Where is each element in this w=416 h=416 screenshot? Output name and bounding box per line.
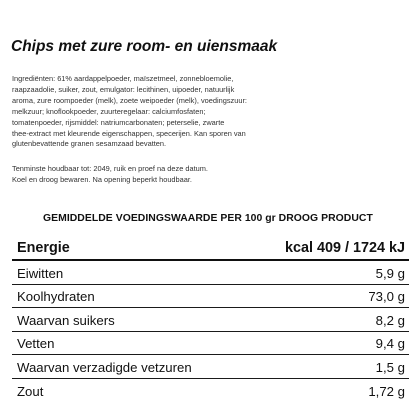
nutrient-name: Eiwitten xyxy=(17,265,64,281)
nutrition-row xyxy=(12,355,409,379)
ingredients-line: raapzaadolie, suiker, zout, emulgator: lecithinen, uipoeder, natuurlijk xyxy=(12,84,235,94)
nutrition-row-energy xyxy=(12,234,409,261)
ingredients-text xyxy=(12,74,407,150)
nutrient-name: Energie xyxy=(17,240,70,256)
storage-text xyxy=(12,164,407,186)
ingredients-line: tomatenpoeder, rijsmiddel: natriumcarbonaten; peterselie, zwarte xyxy=(12,117,225,127)
nutrient-value: 8,2 g xyxy=(375,312,405,328)
nutrient-value: 9,4 g xyxy=(375,336,405,351)
nutrition-table xyxy=(12,234,409,402)
nutrient-value: 5,9 g xyxy=(375,265,405,281)
nutrient-name: Koolhydraten xyxy=(17,289,95,304)
nutrient-name: Waarvan suikers xyxy=(17,312,115,328)
nutrient-name: Waarvan verzadigde vetzuren xyxy=(17,359,192,375)
ingredients-line: melkzuur; knoflookpoeder, zuurteregelaar: calciumfosfaten; xyxy=(12,106,206,116)
storage-instructions-line: Koel en droog bewaren. Na opening beperkt houdbaar. xyxy=(12,174,192,184)
ingredients-line: Ingrediënten: 61% aardappelpoeder, maïszetmeel, zonnebloemolie, xyxy=(12,74,234,83)
nutrition-row xyxy=(12,308,409,332)
nutrient-value: 1,72 g xyxy=(368,384,405,399)
product-title: Chips met zure room- en uiensmaak xyxy=(11,38,278,55)
nutrient-value: 1,5 g xyxy=(375,359,405,375)
nutrient-name: Vetten xyxy=(17,336,55,351)
best-before-line: Tenminste houdbaar tot: 2049, ruik en proef na deze datum. xyxy=(12,164,208,173)
ingredients-line: aroma, zure roompoeder (melk), zoete weipoeder (melk), voedingszuur: xyxy=(12,95,247,105)
nutrition-row xyxy=(12,261,409,285)
nutrition-row xyxy=(12,285,409,309)
nutrient-name: Zout xyxy=(17,384,44,399)
nutrition-row xyxy=(12,332,409,356)
nutrition-heading: GEMIDDELDE VOEDINGSWAARDE PER 100 gr DROOG PRODUCT xyxy=(43,213,373,224)
ingredients-line: thee-extract met kleurende eigenschappen, specerijen. Kan sporen van xyxy=(12,128,246,138)
nutrient-value: 73,0 g xyxy=(368,289,405,304)
nutrition-row xyxy=(12,379,409,403)
ingredients-line: glutenbevattende granen sesamzaad bevatten. xyxy=(12,139,167,149)
nutrient-value: kcal 409 / 1724 kJ xyxy=(284,240,405,256)
